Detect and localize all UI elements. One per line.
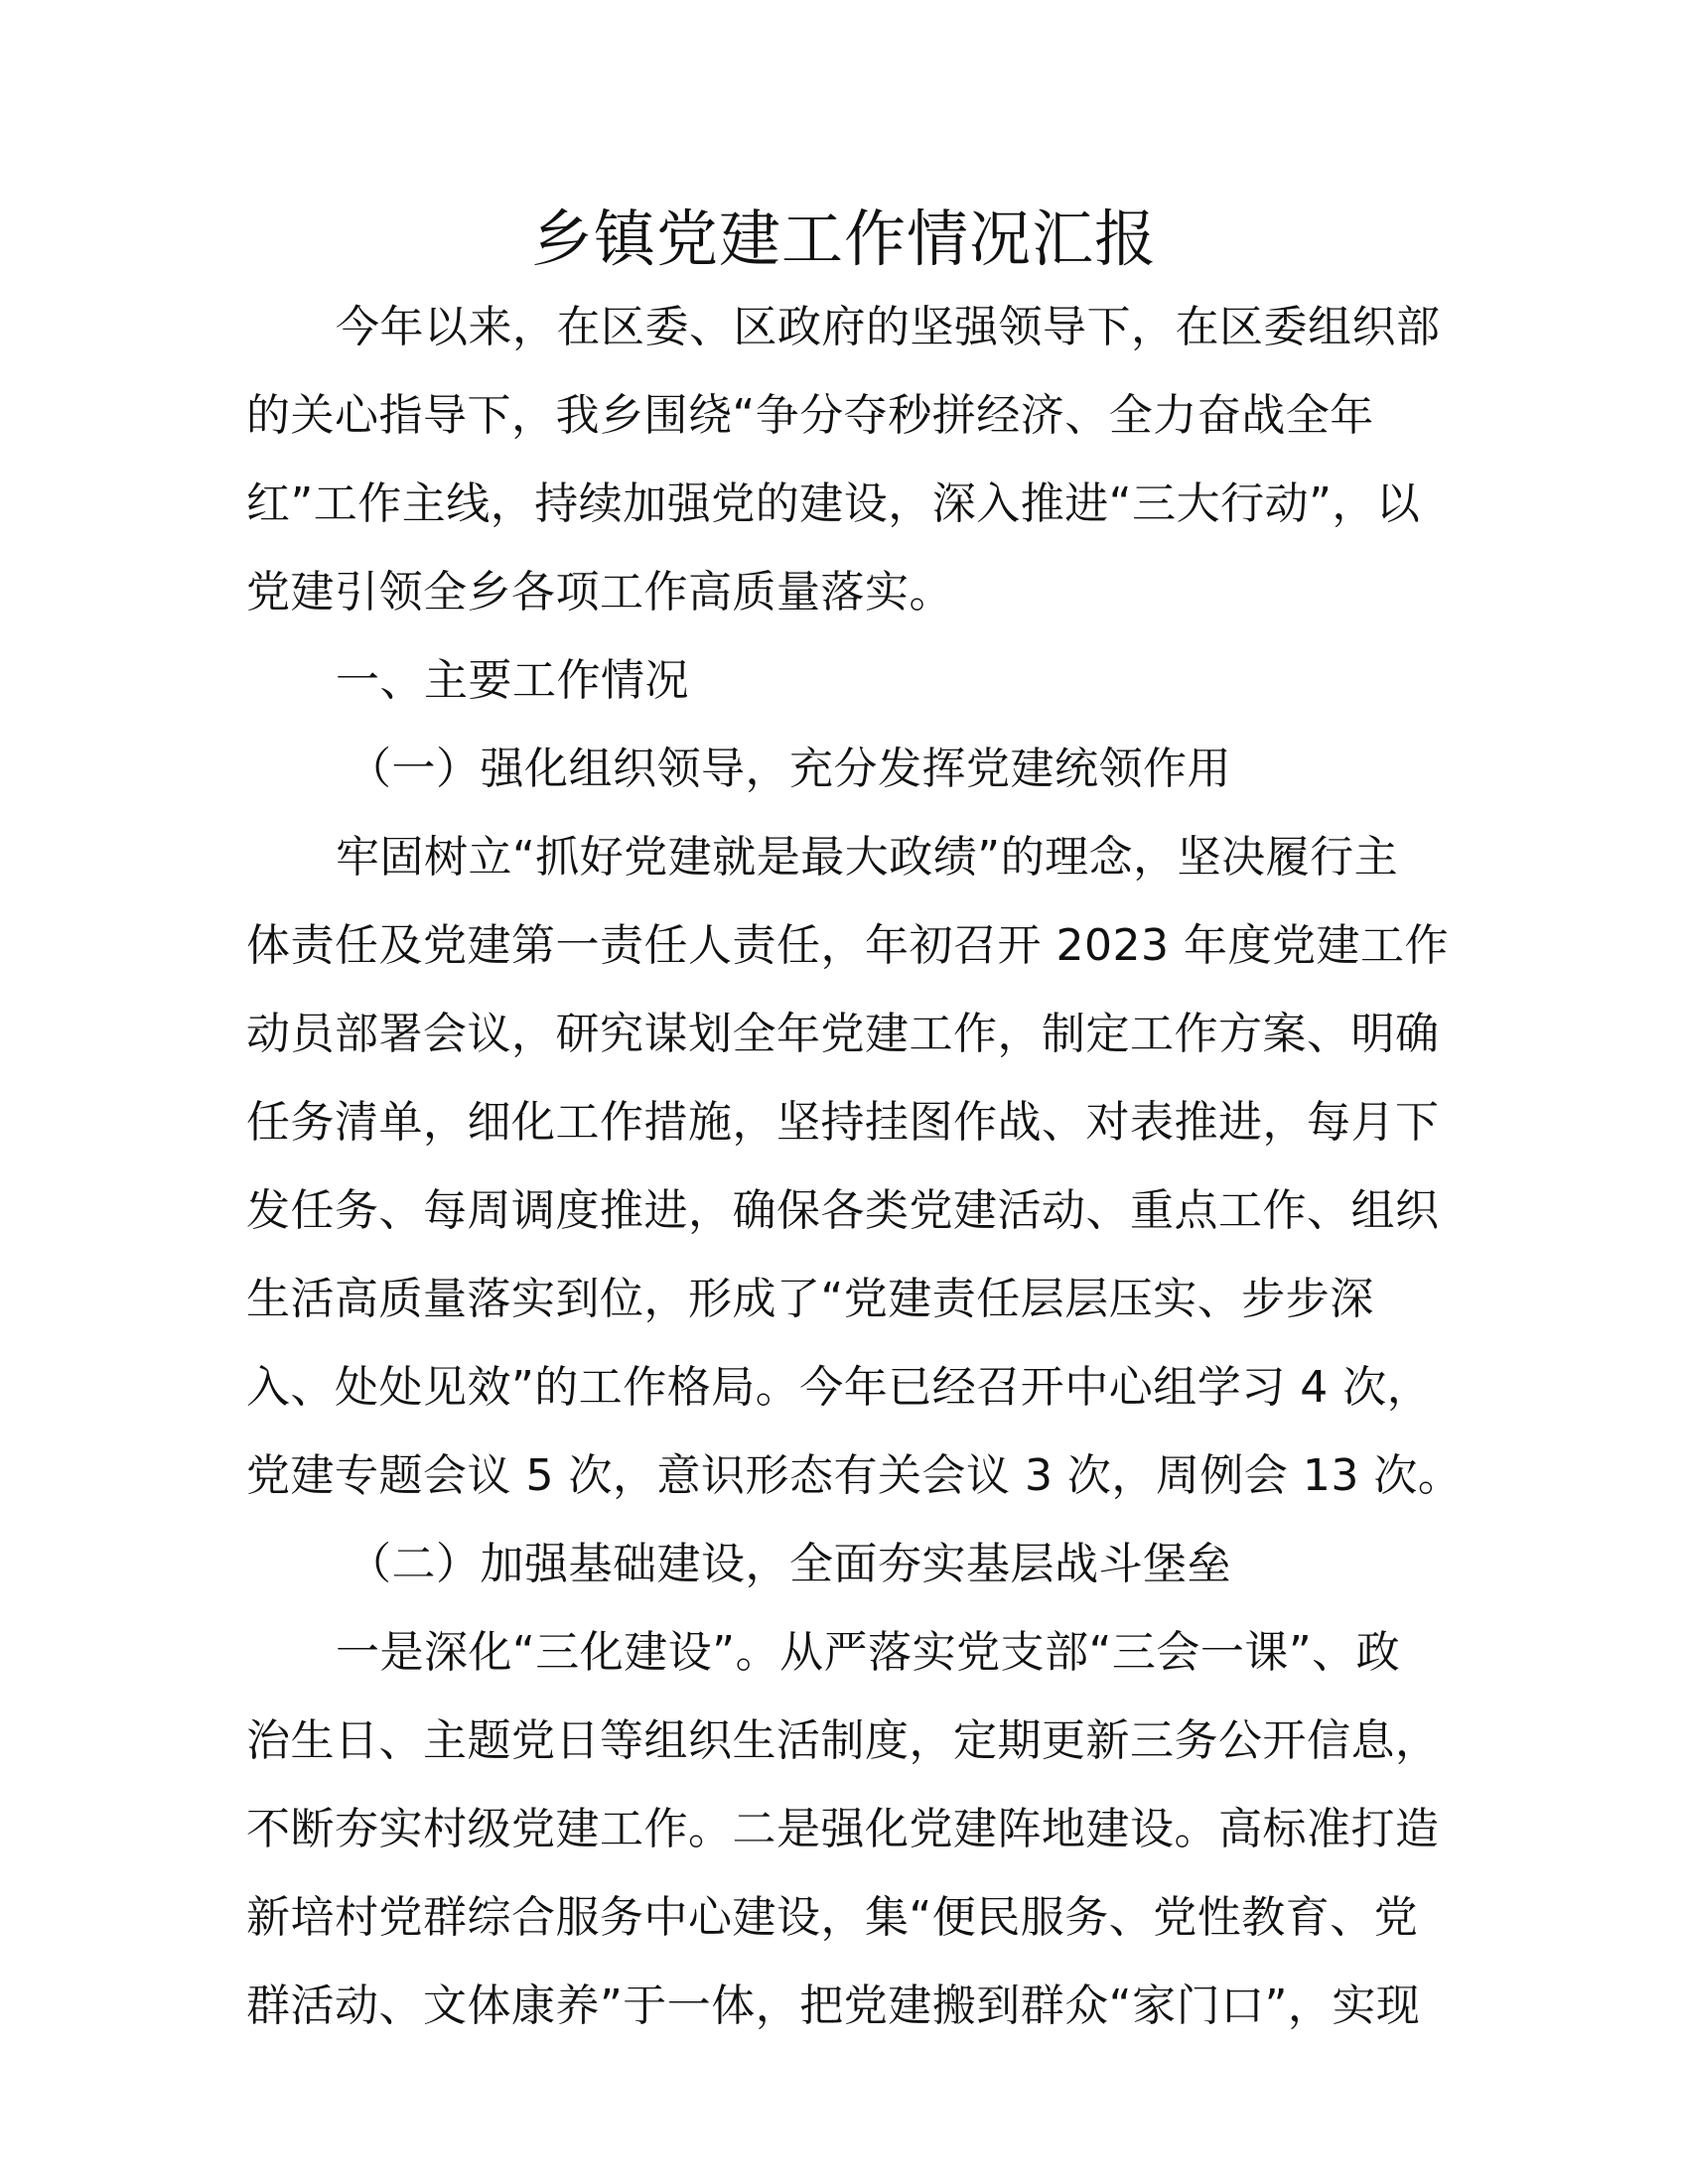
paragraph-line: 不断夯实村级党建工作。二是强化党建阵地建设。高标准打造	[246, 1804, 1440, 1854]
paragraph-line: 入、处处见效”的工作格局。今年已经召开中心组学习 4 次，	[246, 1362, 1432, 1413]
paragraph-line: 红”工作主线，持续加强党的建设，深入推进“三大行动”，以	[246, 478, 1421, 529]
paragraph-line: 一是深化“三化建设”。从严落实党支部“三会一课”、政	[336, 1627, 1401, 1678]
paragraph-line: 治生日、主题党日等组织生活制度，定期更新三务公开信息，	[246, 1715, 1440, 1766]
document-title: 乡镇党建工作情况汇报	[530, 203, 1157, 275]
paragraph-line: 今年以来，在区委、区政府的坚强领导下，在区委组织部	[336, 302, 1441, 352]
paragraph-line: 群活动、文体康养”于一体，把党建搬到群众“家门口”，实现	[246, 1980, 1421, 2031]
paragraph-line: 新培村党群综合服务中心建设，集“便民服务、党性教育、党	[246, 1892, 1419, 1943]
paragraph-line: 体责任及党建第一责任人责任，年初召开 2023 年度党建工作	[246, 920, 1449, 971]
paragraph-line: 党建专题会议 5 次，意识形态有关会议 3 次，周例会 13 次。	[246, 1450, 1463, 1501]
subsection-heading: （二）加强基础建设，全面夯实基层战斗堡垒	[348, 1539, 1231, 1589]
section-heading: 一、主要工作情况	[336, 655, 689, 706]
paragraph-line: 牢固树立“抓好党建就是最大政绩”的理念，坚决履行主	[336, 832, 1399, 883]
subsection-heading: （一）强化组织领导，充分发挥党建统领作用	[348, 744, 1231, 794]
paragraph-line: 党建引领全乡各项工作高质量落实。	[246, 567, 953, 617]
paragraph-line: 任务清单，细化工作措施，坚持挂图作战、对表推进，每月下	[246, 1097, 1440, 1148]
paragraph-line: 动员部署会议，研究谋划全年党建工作，制定工作方案、明确	[246, 1009, 1440, 1059]
paragraph-line: 的关心指导下，我乡围绕“争分夺秒拼经济、全力奋战全年	[246, 390, 1374, 441]
paragraph-line: 发任务、每周调度推进，确保各类党建活动、重点工作、组织	[246, 1185, 1440, 1236]
paragraph-line: 生活高质量落实到位，形成了“党建责任层层压实、步步深	[246, 1274, 1374, 1324]
